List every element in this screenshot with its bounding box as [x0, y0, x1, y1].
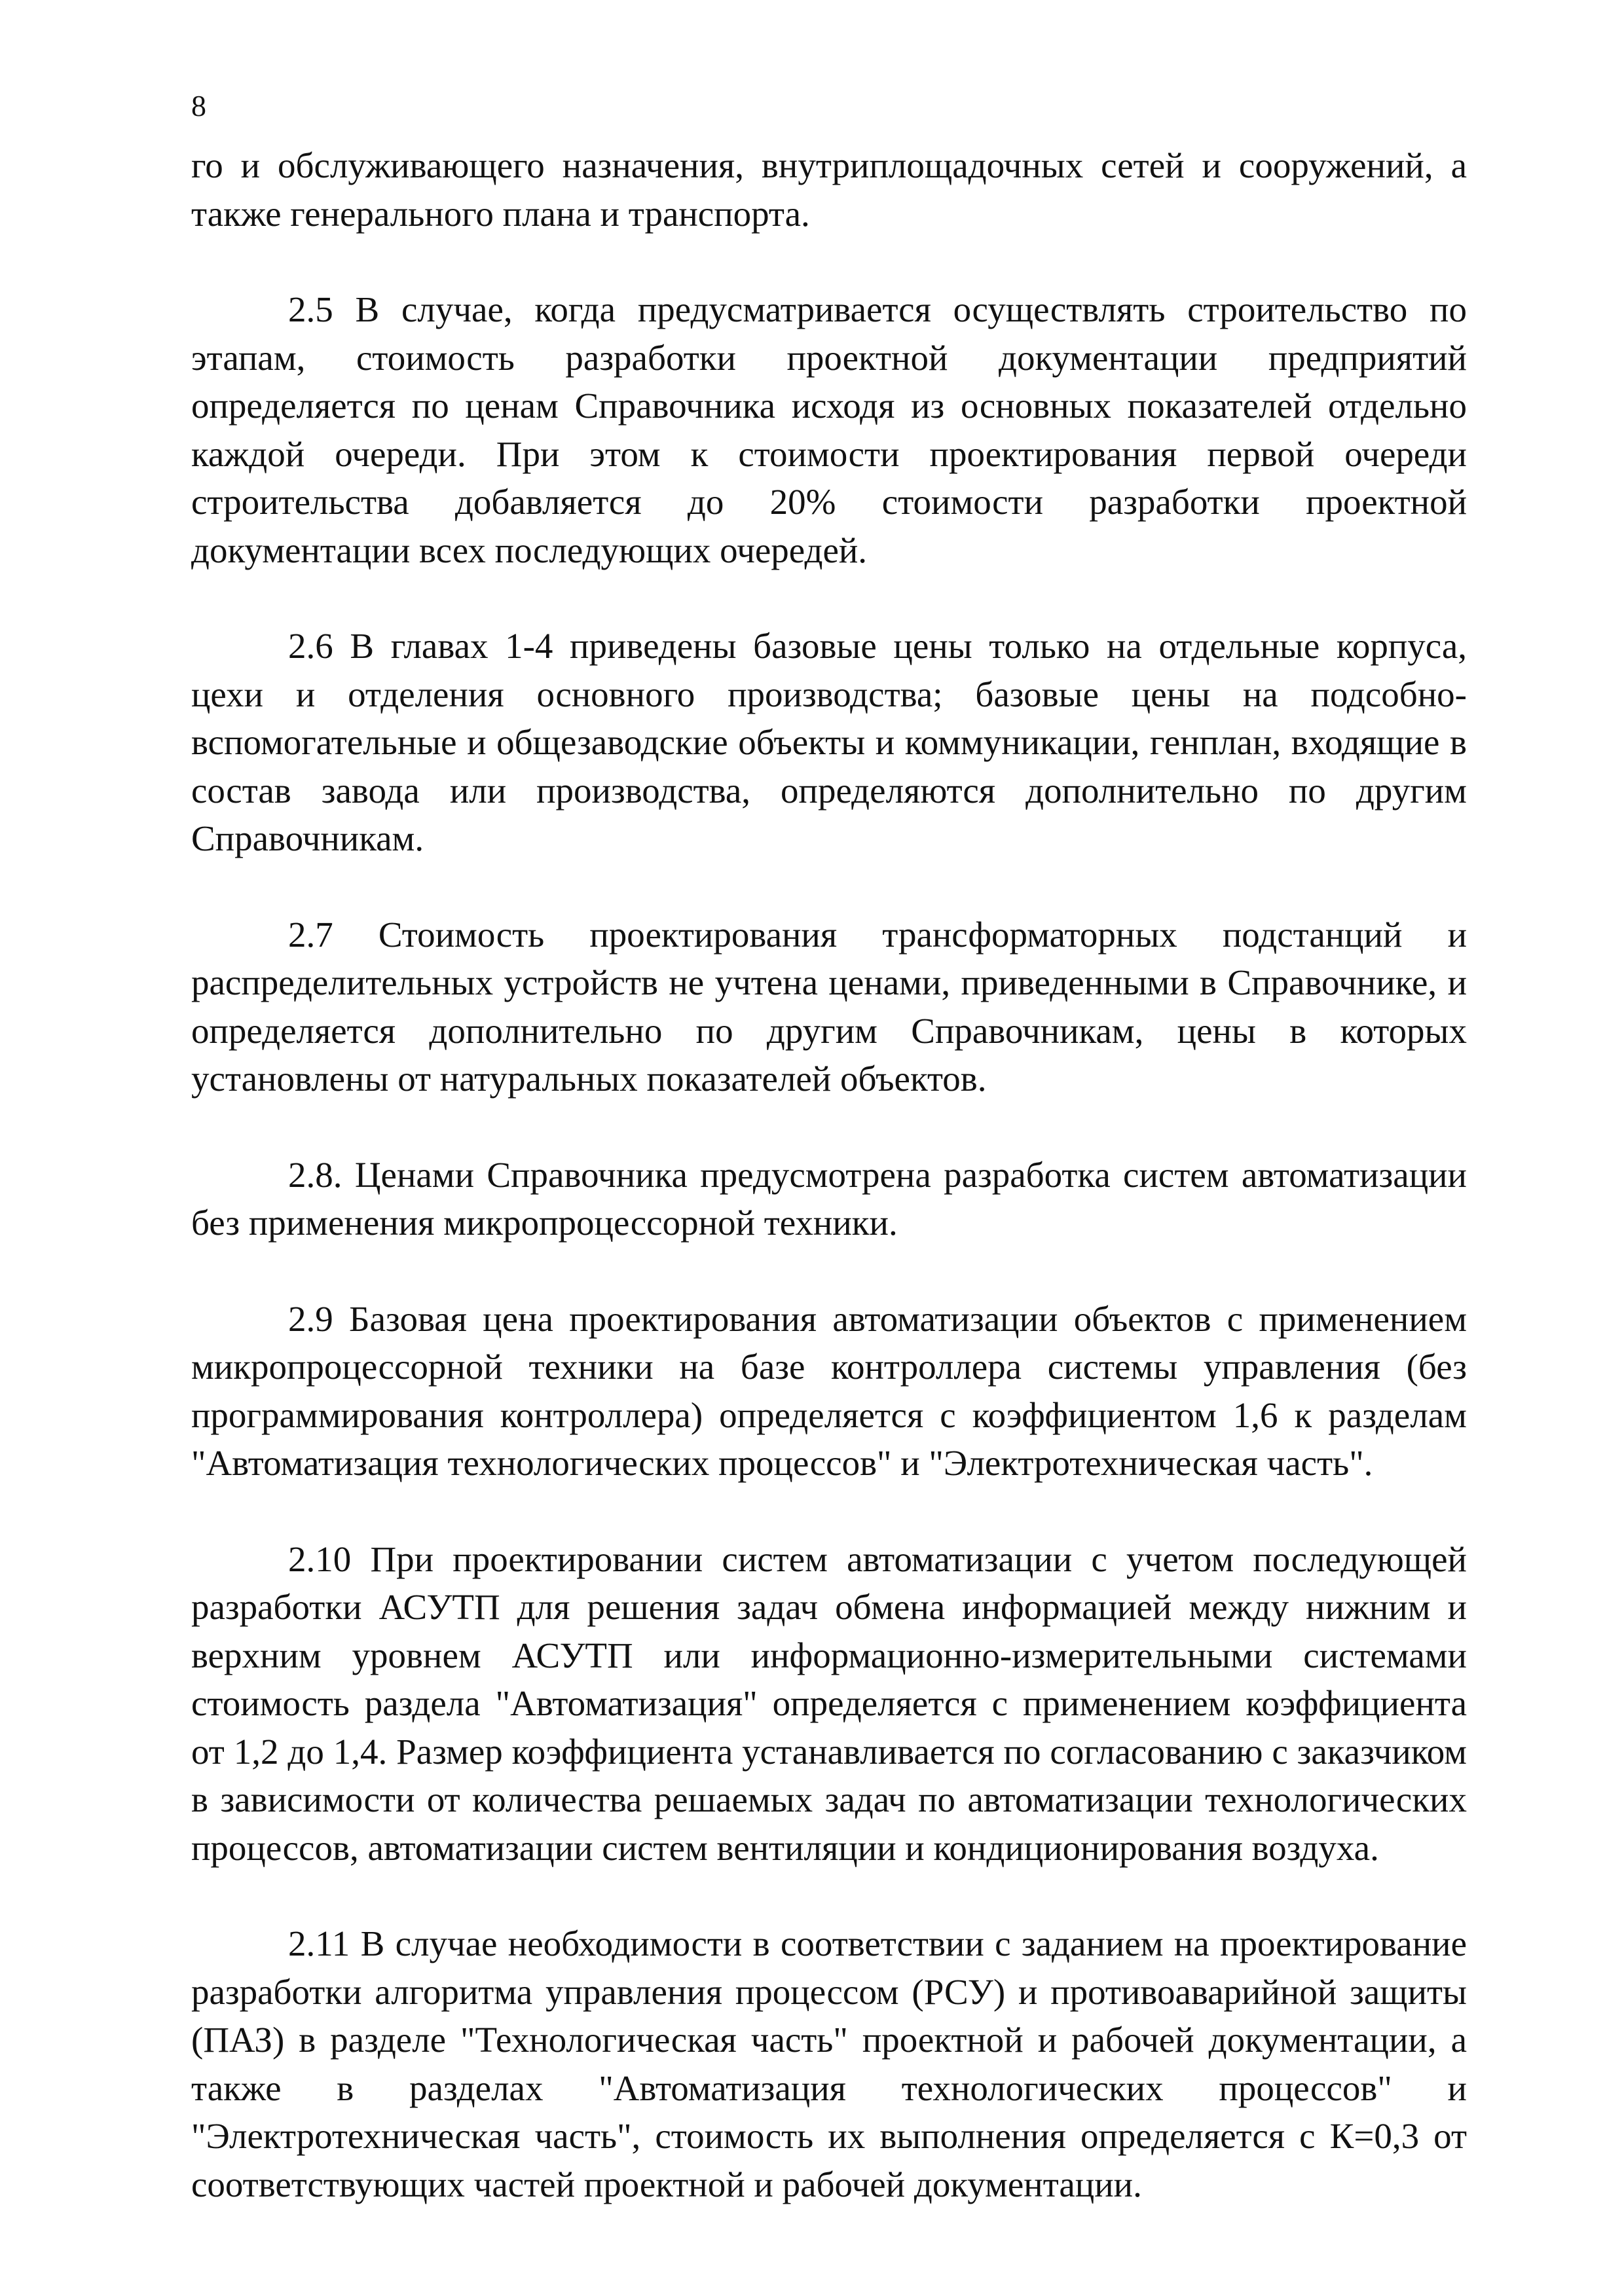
paragraph-2-5: 2.5 В случае, когда предусматривается осуществлять строительство по этапам, стоимость разработки проектной документации предприятий определяется по ценам Справочника исходя из основных показателей отдельно каждой очереди. При этом к стоимости проектирования первой очереди строительства добавляется до 20% стоимости разработки проектной документации всех последующих очередей. [191, 289, 1467, 570]
paragraph-2-11: 2.11 В случае необходимости в соответствии с заданием на проектирование разработки алгоритма управления процессом (РСУ) и противоаварийной защиты (ПАЗ) в разделе "Технологическая часть" проектной и рабочей документации, а также в разделах "Автоматизация технологических процессов" и "Электротехническая часть", стоимость их выполнения определяется с К=0,3 от соответствующих частей проектной и рабочей документации. [191, 1923, 1467, 2204]
paragraph-2-10: 2.10 При проектировании систем автоматизации с учетом последующей разработки АСУТП для решения задач обмена информацией между нижним и верхним уровнем АСУТП или информационно-измерительными системами стоимость раздела "Автоматизация" определяется с применением коэффициента от 1,2 до 1,4. Размер коэффициента устанавливается по согласованию с заказчиком в зависимости от количества решаемых задач по автоматизации технологических процессов, автоматизации систем вентиляции и кондиционирования воздуха. [191, 1539, 1467, 1868]
paragraph-2-8: 2.8. Ценами Справочника предусмотрена разработка систем автоматизации без применения микропроцессорной техники. [191, 1154, 1467, 1243]
paragraph-2-9: 2.9 Базовая цена проектирования автоматизации объектов с применением микропроцессорной техники на базе контроллера системы управления (без программирования контроллера) определяется с коэффициентом 1,6 к разделам "Автоматизация технологических процессов" и "Электротехническая часть". [191, 1298, 1467, 1483]
body-text [191, 141, 1467, 2208]
paragraph-2-7: 2.7 Стоимость проектирования трансформаторных подстанций и распределительных устройств не учтена ценами, приведенными в Справочнике, и определяется дополнительно по другим Справочникам, цены в которых установлены от натуральных показателей объектов. [191, 914, 1467, 1099]
page-number: 8 [191, 89, 206, 122]
paragraph-continuation: го и обслуживающего назначения, внутриплощадочных сетей и сооружений, а также генерального плана и транспорта. [191, 145, 1467, 234]
paragraph-2-6: 2.6 В главах 1-4 приведены базовые цены только на отдельные корпуса, цехи и отделения основного производства; базовые цены на подсобно-вспомогательные и общезаводские объекты и коммуникации, генплан, входящие в состав завода или производства, определяются дополнительно по другим Справочникам. [191, 626, 1467, 858]
